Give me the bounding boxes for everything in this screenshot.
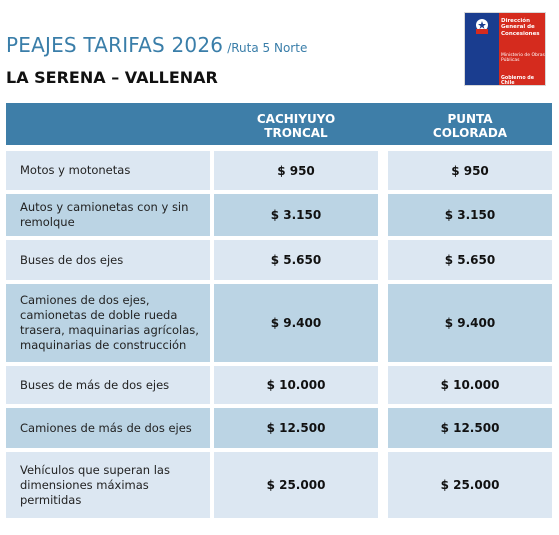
toll-cachiyuyo: $ 12.500 xyxy=(214,408,378,448)
table-row xyxy=(6,408,552,448)
route-text: /Ruta 5 Norte xyxy=(227,41,308,55)
vehicle-category: Buses de dos ejes xyxy=(6,240,210,280)
toll-cachiyuyo: $ 5.650 xyxy=(214,240,378,280)
vehicle-category: Motos y motonetas xyxy=(6,151,210,190)
vehicle-category: Buses de más de dos ejes xyxy=(6,366,210,404)
vehicle-category: Camiones de más de dos ejes xyxy=(6,408,210,448)
logo-text-mop: Ministerio de Obras Públicas xyxy=(501,53,545,64)
coat-of-arms-icon xyxy=(470,15,494,41)
toll-punta-colorada: $ 12.500 xyxy=(388,408,552,448)
toll-cachiyuyo: $ 9.400 xyxy=(214,284,378,362)
toll-cachiyuyo: $ 950 xyxy=(214,151,378,190)
toll-punta-colorada: $ 10.000 xyxy=(388,366,552,404)
toll-punta-colorada: $ 25.000 xyxy=(388,452,552,518)
vehicle-category: Autos y camionetas con y sin remolque xyxy=(6,194,210,236)
page-title xyxy=(6,33,307,57)
table-row xyxy=(6,194,552,236)
toll-cachiyuyo: $ 3.150 xyxy=(214,194,378,236)
logo-text-dgc: Dirección General de Concesiones xyxy=(501,18,540,37)
toll-cachiyuyo: $ 10.000 xyxy=(214,366,378,404)
toll-cachiyuyo: $ 25.000 xyxy=(214,452,378,518)
route-subtitle: LA SERENA – VALLENAR xyxy=(6,68,218,87)
table-row xyxy=(6,151,552,190)
vehicle-category: Vehículos que superan las dimensiones máximas permitidas xyxy=(6,452,210,518)
toll-punta-colorada: $ 950 xyxy=(388,151,552,190)
column-header-cachiyuyo: CACHIYUYO TRONCAL xyxy=(256,112,336,140)
toll-punta-colorada: $ 5.650 xyxy=(388,240,552,280)
table-row xyxy=(6,284,552,362)
table-row xyxy=(6,366,552,404)
column-header-punta-colorada: PUNTA COLORADA xyxy=(432,112,508,140)
title-text: PEAJES TARIFAS 2026 xyxy=(6,33,224,57)
toll-punta-colorada: $ 3.150 xyxy=(388,194,552,236)
table-row xyxy=(6,240,552,280)
logo-text-gobierno: Gobierno de Chile xyxy=(501,76,534,86)
vehicle-category: Camiones de dos ejes, camionetas de doble rueda trasera, maquinarias agrícolas, maquinarias de construcción xyxy=(6,284,210,362)
table-row xyxy=(6,452,552,518)
toll-punta-colorada: $ 9.400 xyxy=(388,284,552,362)
gobierno-logo xyxy=(464,12,546,86)
